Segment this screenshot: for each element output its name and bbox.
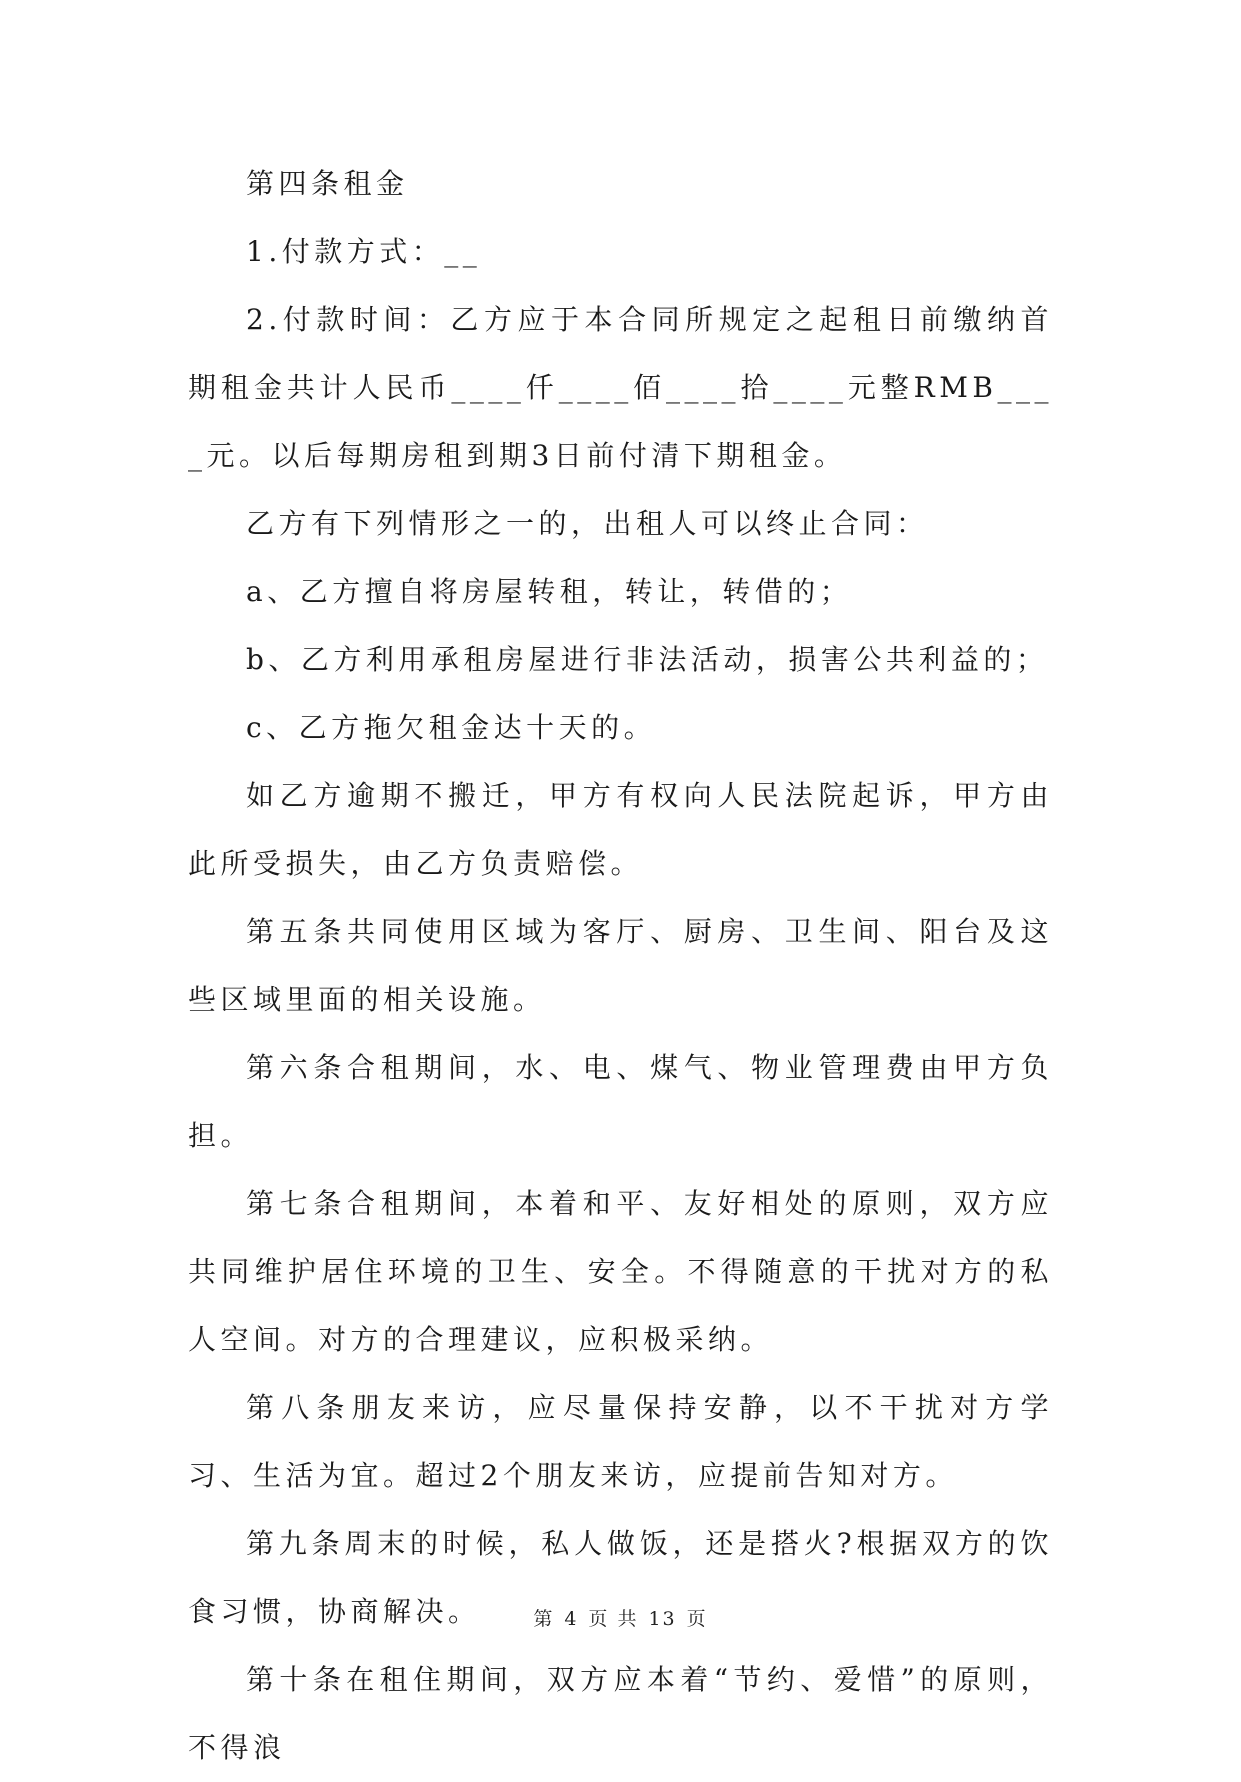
article-9: 第九条周末的时候，私人做饭，还是搭火?根据双方的饮食习惯，协商解决。 [188,1527,1053,1628]
article-7: 第七条合租期间，本着和平、友好相处的原则，双方应共同维护居住环境的卫生、安全。不得随意的干扰对方的私人空间。对方的合理建议，应积极采纳。 [188,1187,1053,1356]
total-page-count: 13 [648,1608,677,1630]
footer-mid: 页 共 [588,1608,639,1630]
condition-c: c、乙方拖欠租金达十天的。 [246,711,657,744]
footer-prefix: 第 [533,1608,555,1630]
footer-suffix: 页 [686,1608,708,1630]
article-5: 第五条共同使用区域为客厅、厨房、卫生间、阳台及这些区域里面的相关设施。 [188,915,1053,1016]
article-10: 第十条在租住期间，双方应本着“节约、爱惜”的原则，不得浪 [188,1663,1053,1764]
payment-method: 1.付款方式：__ [246,235,482,268]
article-8: 第八条朋友来访，应尽量保持安静，以不干扰对方学习、生活为宜。超过2个朋友来访，应提前告知对方。 [188,1391,1053,1492]
termination-conditions: 乙方有下列情形之一的，出租人可以终止合同： [246,507,929,540]
current-page-number: 4 [564,1608,579,1630]
condition-a: a、乙方擅自将房屋转租，转让，转借的； [246,575,853,608]
heading-article-4: 第四条租金 [246,167,409,200]
eviction-clause: 如乙方逾期不搬迁，甲方有权向人民法院起诉，甲方由此所受损失，由乙方负责赔偿。 [188,779,1053,880]
condition-b: b、乙方利用承租房屋进行非法活动，损害公共利益的； [246,643,1049,676]
page-footer [0,1604,1241,1631]
payment-time: 2.付款时间：乙方应于本合同所规定之起租日前缴纳首期租金共计人民币____仟____佰____拾____元整RMB____元。以后每期房租到期3日前付清下期租金。 [188,303,1053,472]
document-body [188,150,1053,1782]
article-6: 第六条合租期间，水、电、煤气、物业管理费由甲方负担。 [188,1051,1053,1152]
